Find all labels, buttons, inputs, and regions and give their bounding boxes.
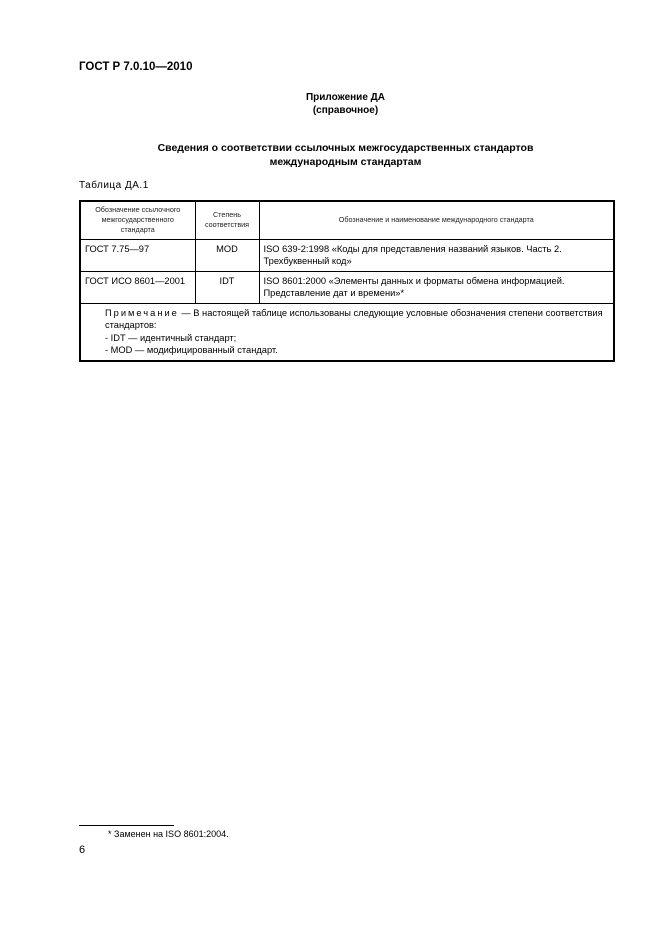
- table-header-row: [80, 201, 614, 239]
- footnote: * Заменен на ISO 8601:2004.: [108, 829, 229, 839]
- appendix-title: Приложение ДА: [305, 92, 386, 103]
- page-number: 6: [79, 844, 86, 856]
- footnote-divider: [79, 825, 174, 826]
- table-row: [80, 239, 614, 271]
- column-header-standard: Обозначение ссылочного межгосударственного стандарта: [80, 201, 195, 239]
- note-text: — В настоящей таблице использованы следующие условные обозначения степени соответствия стандартов:: [105, 307, 603, 330]
- note-item: - IDT — идентичный стандарт;: [105, 332, 237, 343]
- section-heading-line2: международным стандартам: [269, 156, 422, 168]
- cell-standard: ГОСТ ИСО 8601—2001: [80, 271, 195, 303]
- appendix-subtitle: (справочное): [312, 105, 379, 116]
- cell-degree: IDT: [195, 271, 259, 303]
- table-row: [80, 271, 614, 303]
- column-header-degree: Степень соответствия: [195, 201, 259, 239]
- document-id: ГОСТ Р 7.0.10—2010: [79, 61, 193, 73]
- note-label: Примечание: [105, 307, 179, 318]
- standards-table: [79, 200, 615, 362]
- table-note: [80, 303, 614, 361]
- cell-standard: ГОСТ 7.75—97: [80, 239, 195, 271]
- column-header-international: Обозначение и наименование международного стандарта: [259, 201, 614, 239]
- table-caption: Таблица ДА.1: [79, 180, 149, 191]
- cell-international: ISO 639-2:1998 «Коды для представления названий языков. Часть 2. Трехбуквенный код»: [259, 239, 614, 271]
- section-heading-line1: Сведения о соответствии ссылочных межгосударственных стандартов: [157, 142, 534, 154]
- cell-degree: MOD: [195, 239, 259, 271]
- table-note-row: [80, 303, 614, 361]
- note-item: - MOD — модифицированный стандарт.: [105, 345, 278, 355]
- cell-international: ISO 8601:2000 «Элементы данных и форматы обмена информацией. Представление дат и времени»*: [259, 271, 614, 303]
